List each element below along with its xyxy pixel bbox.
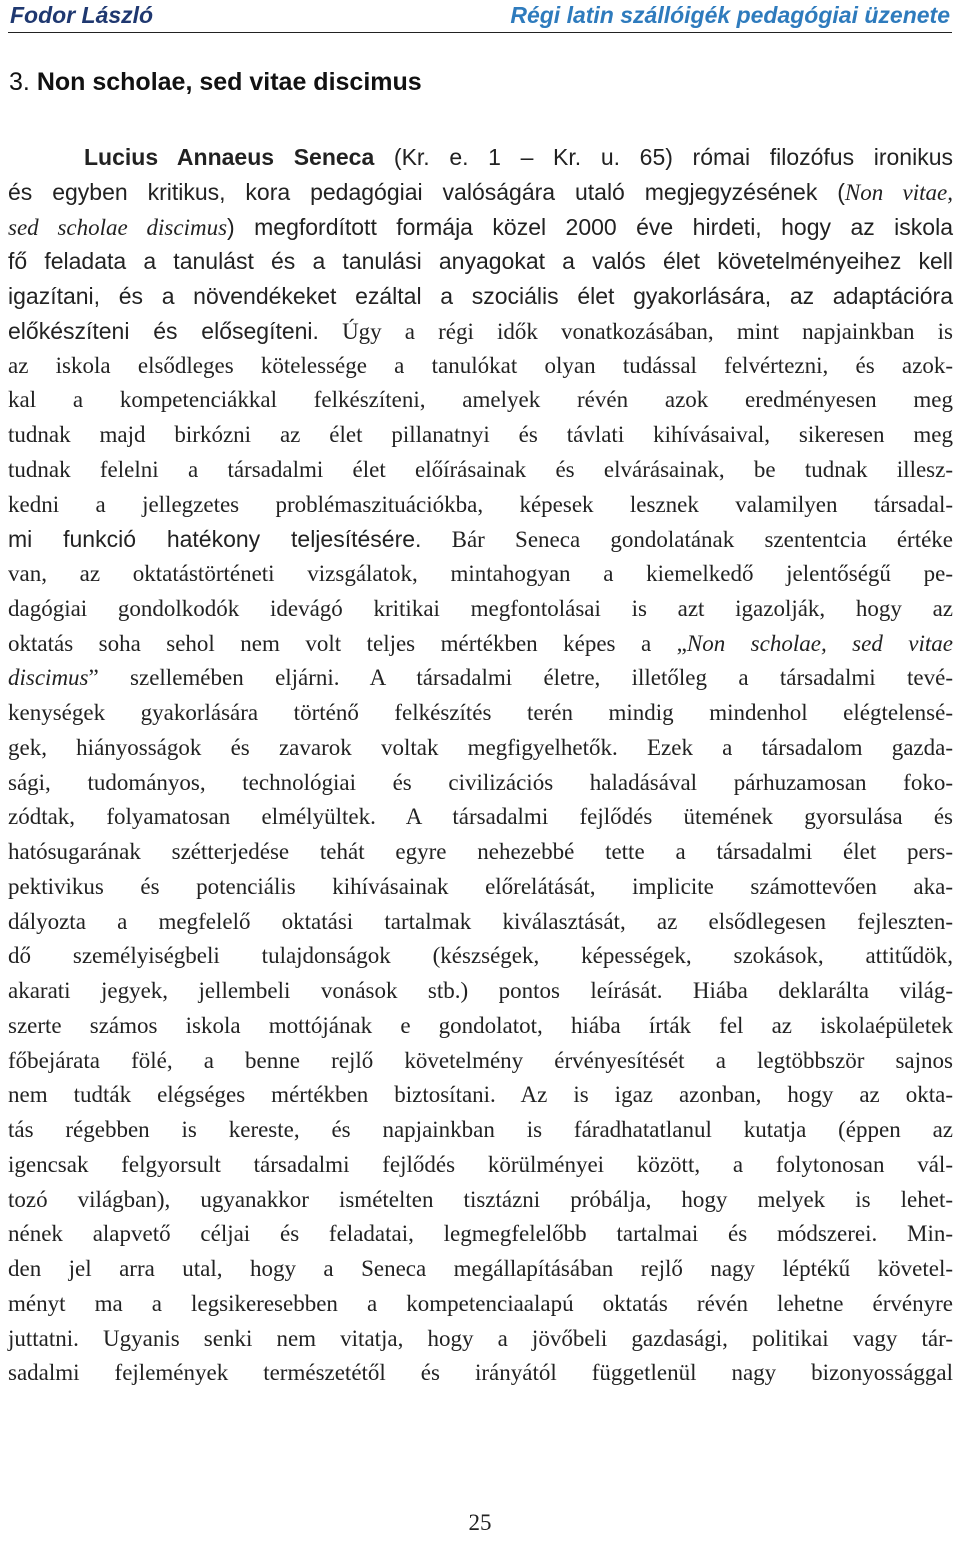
text-segment: az iskola elsődleges kötelessége a tanulókat olyan tudással felvértezni, és azok-	[8, 352, 953, 378]
header-title: Régi latin szállóigék pedagógiai üzenete	[510, 2, 950, 28]
text-line	[8, 175, 953, 210]
text-line	[8, 974, 953, 1009]
running-header	[8, 0, 952, 33]
text-segment: Non vitae,	[844, 179, 953, 205]
text-segment: oktatás soha sehol nem volt teljes mértékben képes a „	[8, 630, 687, 656]
text-line	[8, 939, 953, 974]
text-segment: pektivikus és potenciális kihívásainak előrelátását, implicite számottevően aka-	[8, 873, 953, 899]
text-line	[8, 210, 953, 245]
text-segment: Úgy a régi idők vonatkozásában, mint napjainkban is	[318, 318, 953, 344]
text-line	[8, 244, 953, 279]
text-segment: gek, hiányosságok és zavarok voltak megfigyelhetők. Ezek a társadalom gazda-	[8, 734, 953, 760]
page-number: 25	[468, 1510, 492, 1535]
text-segment: dagógiai gondolkodók idevágó kritikai megfontolásai is azt igazolják, hogy az	[8, 595, 953, 621]
text-segment: Lucius Annaeus Seneca	[84, 144, 375, 170]
text-segment: dő személyiségbeli tulajdonságok (készségek, képességek, szokások, attitűdök,	[8, 943, 953, 969]
text-line	[8, 1252, 953, 1287]
text-line	[8, 557, 953, 592]
text-segment: sed scholae discimus	[8, 214, 228, 240]
text-line	[8, 1183, 953, 1218]
text-line	[8, 488, 953, 523]
text-line	[8, 453, 953, 488]
text-segment: igazítani, és a növendékeket ezáltal a szociális élet gyakorlására, az adaptációra	[8, 283, 953, 309]
text-line	[8, 279, 953, 314]
text-line	[8, 905, 953, 940]
text-line	[8, 766, 953, 801]
section-number: 3.	[9, 68, 30, 96]
text-line	[8, 1009, 953, 1044]
text-line	[8, 1322, 953, 1357]
text-segment: Non scholae, sed vitae	[686, 630, 953, 656]
text-line	[8, 696, 953, 731]
section-heading	[9, 68, 422, 97]
text-segment: den jel arra utal, hogy a Seneca megállapításában rejlő nagy léptékű követel-	[8, 1256, 953, 1281]
text-line	[8, 1113, 953, 1148]
text-segment: és egyben kritikus, kora pedagógiai valóságára utaló megjegyzésének (	[8, 178, 845, 205]
text-segment: ményt ma a legsikeresebben a kompetenciaalapú oktatás révén lehetne érvényre	[8, 1290, 953, 1316]
text-segment: zódtak, folyamatosan elmélyültek. A társadalmi fejlődés ütemének gyorsulása és	[8, 804, 953, 830]
text-line	[8, 1356, 953, 1391]
text-segment: akarati jegyek, jellembeli vonások stb.) pontos leírását. Hiába deklarálta világ-	[8, 978, 953, 1003]
text-line	[8, 592, 953, 627]
text-segment: mi funkció hatékony teljesítésére.	[8, 526, 422, 553]
text-segment: kedni a jellegzetes problémaszituációkba, képesek lesznek valamilyen társadal-	[8, 491, 953, 517]
text-line	[8, 522, 953, 557]
text-line	[8, 418, 953, 453]
section-title: Non scholae, sed vitae discimus	[36, 68, 422, 96]
text-line	[8, 1217, 953, 1252]
text-segment: szerte számos iskola mottójának e gondolatot, hiába írták fel az iskolaépületek	[8, 1012, 953, 1038]
text-segment: sági, tudományos, technológiai és civilizációs haladásával párhuzamosan foko-	[8, 769, 953, 795]
text-segment: kal a kompetenciákkal felkészíteni, amelyek révén azok eredményesen meg	[8, 387, 953, 413]
text-segment: sadalmi fejlemények természetétől és irányától függetlenül nagy bizonyossággal	[8, 1360, 953, 1386]
text-segment: tás régebben is kereste, és napjainkban is fáradhatatlanul kutatja (éppen az	[8, 1117, 953, 1142]
text-segment: kenységek gyakorlására történő felkészítés terén mindig mindenhol elégtelensé-	[8, 700, 953, 725]
text-segment: nének alapvető céljai és feladatai, legmegfelelőbb tartalmai és módszerei. Min-	[8, 1221, 953, 1247]
text-line	[8, 627, 953, 662]
text-segment: discimus	[8, 665, 89, 691]
text-line	[8, 314, 953, 349]
text-segment: tozó világban), ugyanakkor ismételten tisztázni próbálja, hogy melyek is lehet-	[8, 1186, 953, 1212]
text-segment: fő feladata a tanulást és a tanulási anyagokat a valós élet követelményeihez kell	[8, 248, 953, 275]
text-segment: tudnak felelni a társadalmi élet előírásainak és elvárásainak, be tudnak illesz-	[8, 456, 953, 482]
text-line	[8, 661, 953, 696]
text-line	[8, 1148, 953, 1183]
text-line	[8, 349, 953, 384]
text-line	[8, 870, 953, 905]
text-segment: hatósugarának szétterjedése tehát egyre nehezebbé tette a társadalmi élet pers-	[8, 839, 953, 864]
text-segment: nem tudták elégséges mértékben biztosítani. Az is igaz azonban, hogy az okta-	[8, 1082, 953, 1108]
text-segment: juttatni. Ugyanis senki nem vitatja, hogy a jövőbeli gazdasági, politikai vagy tár-	[8, 1325, 953, 1351]
text-segment: igencsak felgyorsult társadalmi fejlődés körülményei között, a folytonosan vál-	[8, 1151, 953, 1177]
text-segment: van, az oktatástörténeti vizsgálatok, mintahogyan a kiemelkedő jelentőségű pe-	[8, 561, 953, 586]
body-paragraph	[8, 140, 953, 1391]
text-line	[8, 383, 953, 418]
text-line	[8, 1044, 953, 1079]
text-line	[8, 731, 953, 766]
text-segment: előkészíteni és elősegíteni.	[8, 317, 319, 344]
text-segment: ) megfordított formája közel 2000 éve hirdeti, hogy az iskola	[227, 213, 953, 240]
text-line	[8, 800, 953, 835]
text-segment: dályozta a megfelelő oktatási tartalmak kiválasztását, az elsődlegesen fejleszten-	[8, 908, 953, 934]
text-line	[8, 1287, 953, 1322]
header-author: Fodor László	[10, 2, 154, 28]
text-line	[8, 835, 953, 870]
text-line	[8, 1078, 953, 1113]
text-segment: főbejárata fölé, a benne rejlő követelmény érvényesítését a legtöbbször sajnos	[8, 1047, 953, 1073]
text-segment: Bár Seneca gondolatának szententcia értéke	[421, 527, 954, 553]
text-line	[8, 140, 953, 175]
text-segment: tudnak majd birkózni az élet pillanatnyi és távlati kihívásaival, sikeresen meg	[8, 422, 953, 447]
text-segment: ” szellemében eljárni. A társadalmi életre, illetőleg a társadalmi tevé-	[88, 665, 953, 691]
text-segment: (Kr. e. 1 – Kr. u. 65) római filozófus ironikus	[374, 144, 953, 170]
